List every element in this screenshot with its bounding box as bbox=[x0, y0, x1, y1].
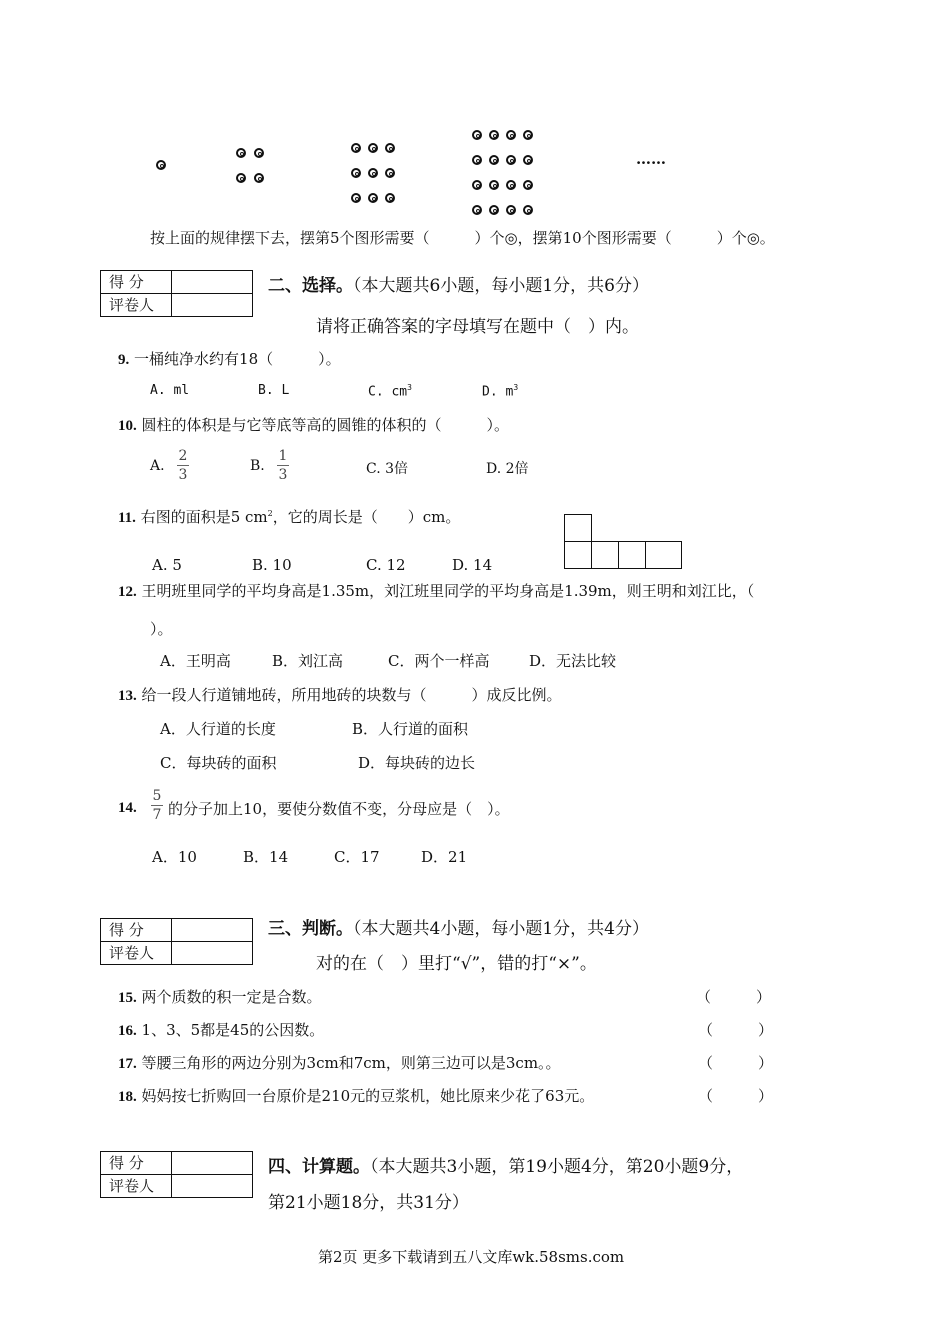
q12-option-a: A．王明高 bbox=[160, 652, 231, 670]
fraction-denominator: 3 bbox=[178, 467, 188, 483]
section3-instruction: 对的在（ ）里打“√”，错的打“×”。 bbox=[316, 954, 597, 974]
option-text: C. cm bbox=[368, 384, 408, 400]
q11-option-b: B. 10 bbox=[252, 556, 292, 574]
question-text: 右图的面积是5 cm bbox=[140, 508, 268, 526]
grader-label: 评卷人 bbox=[101, 294, 172, 317]
question-text: 一桶纯净水约有18（ ）。 bbox=[134, 350, 341, 368]
answer-paren[interactable]: （ ） bbox=[698, 1054, 774, 1072]
circle-icon bbox=[506, 155, 516, 165]
circle-icon bbox=[523, 155, 533, 165]
q12-option-b: B．刘江高 bbox=[272, 652, 344, 670]
section3-title: 三、判断。 bbox=[268, 919, 353, 939]
circle-icon bbox=[236, 173, 246, 183]
q12-option-c: C．两个一样高 bbox=[388, 652, 490, 670]
q11-option-d: D. 14 bbox=[452, 556, 493, 574]
q11-option-c: C. 12 bbox=[366, 556, 406, 574]
q10-option-c: C. 3倍 bbox=[366, 461, 409, 477]
q13-option-d: D．每块砖的边长 bbox=[358, 754, 476, 772]
section4-note: （本大题共3小题，第19小题4分，第20小题9分， bbox=[370, 1157, 744, 1177]
circle-icon bbox=[506, 180, 516, 190]
section2-instruction: 请将正确答案的字母填写在题中（ ）内。 bbox=[316, 317, 639, 337]
section2-heading bbox=[268, 271, 649, 296]
answer-paren[interactable]: （ ） bbox=[698, 1021, 774, 1039]
pattern-question: 按上面的规律摆下去，摆第5个图形需要（ ）个◎，摆第10个图形需要（ ）个◎。 bbox=[150, 229, 775, 247]
q12-option-d: D．无法比较 bbox=[529, 652, 617, 670]
grader-field[interactable] bbox=[172, 294, 253, 317]
score-box bbox=[100, 270, 253, 317]
circle-icon bbox=[489, 155, 499, 165]
circle-icon bbox=[472, 155, 482, 165]
q14-fraction bbox=[151, 788, 163, 823]
pattern-ellipsis: …… bbox=[636, 150, 666, 168]
question-text: 圆柱的体积是与它等底等高的圆锥的体积的（ ）。 bbox=[141, 416, 510, 434]
circle-icon bbox=[489, 130, 499, 140]
q14-option-c: C．17 bbox=[334, 848, 380, 866]
q14-option-a: A．10 bbox=[152, 848, 197, 866]
circle-icon bbox=[254, 148, 264, 158]
question-number: 15. bbox=[118, 990, 137, 1006]
score-label: 得 分 bbox=[101, 1152, 172, 1175]
question-number: 12. bbox=[118, 584, 137, 600]
question-number: 9. bbox=[118, 352, 130, 368]
q13-option-b: B．人行道的面积 bbox=[352, 720, 469, 738]
circle-icon bbox=[523, 205, 533, 215]
superscript: 3 bbox=[513, 383, 519, 392]
question-13 bbox=[118, 684, 562, 705]
score-field[interactable] bbox=[172, 1152, 253, 1175]
q9-option-b: B. L bbox=[258, 383, 290, 398]
section3-note: （本大题共4小题，每小题1分，共4分） bbox=[353, 919, 649, 939]
q11-option-a: A. 5 bbox=[152, 556, 182, 574]
section4-title: 四、计算题。 bbox=[268, 1157, 370, 1177]
question-text-cont: ，它的周长是（ ）cm。 bbox=[272, 508, 461, 526]
circle-icon bbox=[368, 193, 378, 203]
circle-icon bbox=[385, 168, 395, 178]
question-text: 等腰三角形的两边分别为3cm和7cm，则第三边可以是3cm。。 bbox=[141, 1054, 561, 1072]
question-number: 11. bbox=[118, 510, 136, 526]
grader-field[interactable] bbox=[172, 1175, 253, 1198]
circle-icon bbox=[351, 168, 361, 178]
circle-icon bbox=[254, 173, 264, 183]
q13-option-c: C．每块砖的面积 bbox=[160, 754, 277, 772]
circle-icon bbox=[472, 180, 482, 190]
figure-cell bbox=[564, 514, 592, 542]
section2-note: （本大题共6小题，每小题1分，共6分） bbox=[353, 276, 649, 296]
grader-label: 评卷人 bbox=[101, 1175, 172, 1198]
q10-option-b: B. bbox=[250, 458, 265, 474]
q9-option-c bbox=[368, 383, 412, 399]
question-10 bbox=[118, 414, 509, 435]
circle-icon bbox=[472, 205, 482, 215]
figure-cell bbox=[564, 541, 592, 569]
q10-fraction-b bbox=[277, 448, 289, 483]
fraction-numerator: 5 bbox=[152, 788, 162, 804]
q10-option-d: D. 2倍 bbox=[486, 461, 529, 477]
question-18 bbox=[118, 1085, 594, 1106]
question-text: 妈妈按七折购回一台原价是210元的豆浆机，她比原来少花了63元。 bbox=[141, 1087, 595, 1105]
fraction-denominator: 3 bbox=[278, 467, 288, 483]
question-14-number: 14. bbox=[118, 800, 137, 816]
section4-note-cont: 第21小题18分，共31分） bbox=[268, 1193, 469, 1213]
q10-fraction-a bbox=[177, 448, 189, 483]
circle-icon bbox=[385, 193, 395, 203]
q10-option-a: A. bbox=[150, 458, 165, 474]
q13-option-a: A．人行道的长度 bbox=[160, 720, 276, 738]
section3-heading bbox=[268, 914, 649, 939]
grader-label: 评卷人 bbox=[101, 942, 172, 965]
fraction-numerator: 2 bbox=[178, 448, 188, 464]
question-number: 18. bbox=[118, 1089, 137, 1105]
score-label: 得 分 bbox=[101, 271, 172, 294]
question-number: 17. bbox=[118, 1056, 137, 1072]
question-12-cont: ）。 bbox=[150, 620, 173, 638]
q9-option-a: A. ml bbox=[150, 383, 190, 398]
question-11 bbox=[118, 506, 460, 527]
superscript: 3 bbox=[407, 383, 412, 392]
question-number: 13. bbox=[118, 688, 137, 704]
circle-icon bbox=[368, 143, 378, 153]
answer-paren[interactable]: （ ） bbox=[698, 1087, 774, 1105]
score-field[interactable] bbox=[172, 271, 253, 294]
fraction-denominator: 7 bbox=[152, 807, 162, 823]
question-17 bbox=[118, 1052, 561, 1073]
answer-paren[interactable]: （ ） bbox=[696, 988, 772, 1006]
option-text: D. m bbox=[482, 384, 514, 400]
q9-option-d bbox=[482, 383, 518, 399]
question-9 bbox=[118, 348, 341, 369]
circle-icon bbox=[236, 148, 246, 158]
page-footer: 第2页 更多下载请到五八文库wk.58sms.com bbox=[318, 1248, 625, 1266]
question-number: 16. bbox=[118, 1023, 137, 1039]
score-box bbox=[100, 918, 253, 965]
circle-icon bbox=[385, 143, 395, 153]
circle-icon bbox=[351, 143, 361, 153]
q14-option-d: D．21 bbox=[421, 848, 468, 866]
question-12 bbox=[118, 580, 754, 601]
circle-icon bbox=[489, 205, 499, 215]
score-label: 得 分 bbox=[101, 919, 172, 942]
circle-icon bbox=[489, 180, 499, 190]
question-number: 10. bbox=[118, 418, 137, 434]
grader-field[interactable] bbox=[172, 942, 253, 965]
circle-icon bbox=[523, 130, 533, 140]
circle-icon bbox=[506, 205, 516, 215]
circle-icon bbox=[472, 130, 482, 140]
q14-option-b: B．14 bbox=[243, 848, 289, 866]
section4-heading bbox=[268, 1152, 743, 1177]
circle-icon bbox=[506, 130, 516, 140]
question-text: 两个质数的积一定是合数。 bbox=[141, 988, 322, 1006]
fraction-numerator: 1 bbox=[278, 448, 288, 464]
superscript: 2 bbox=[267, 509, 273, 518]
section2-title: 二、选择。 bbox=[268, 276, 353, 296]
question-text: 王明班里同学的平均身高是1.35m，刘江班里同学的平均身高是1.39m，则王明和刘江比，（ bbox=[141, 582, 755, 600]
figure-cell bbox=[618, 541, 646, 569]
circle-icon bbox=[156, 160, 166, 170]
score-box bbox=[100, 1151, 253, 1198]
circle-icon bbox=[351, 193, 361, 203]
figure-cell bbox=[591, 541, 619, 569]
question-16 bbox=[118, 1019, 324, 1040]
circle-icon bbox=[368, 168, 378, 178]
circle-icon bbox=[523, 180, 533, 190]
question-text: 1、3、5都是45的公因数。 bbox=[141, 1021, 325, 1039]
question-14-text: 的分子加上10，要使分数值不变，分母应是（ ）。 bbox=[168, 800, 510, 818]
figure-cell bbox=[645, 541, 682, 569]
question-text: 给一段人行道铺地砖，所用地砖的块数与（ ）成反比例。 bbox=[141, 686, 562, 704]
question-15 bbox=[118, 986, 322, 1007]
score-field[interactable] bbox=[172, 919, 253, 942]
